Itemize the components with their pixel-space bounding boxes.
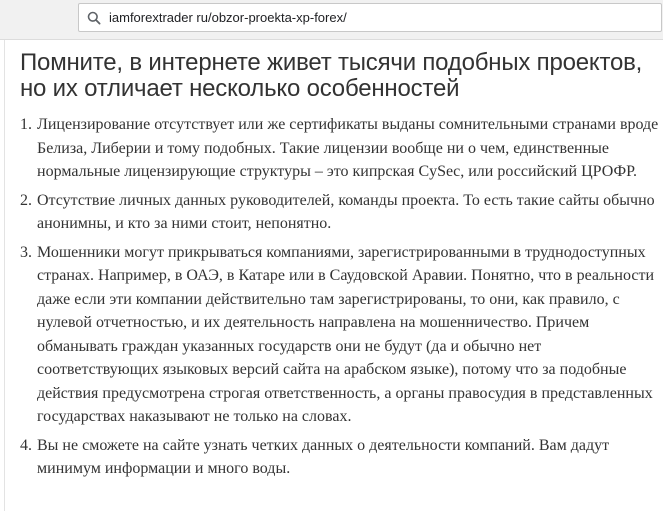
article-heading: Помните, в интернете живет тысячи подобных проектов, но их отличает несколько особенностей (20, 49, 643, 102)
browser-toolbar (0, 0, 663, 40)
list-item-number: 2. (20, 191, 32, 209)
list-item-number: 3. (20, 243, 32, 261)
address-bar[interactable] (78, 3, 662, 32)
list-item-number: 1. (20, 116, 32, 133)
url-text: iamforextrader ru/obzor-proekta-xp-forex/ (109, 10, 347, 25)
list-item (20, 434, 660, 481)
list-item-text: Отсутствие личных данных руководителей, команды проекта. То есть такие сайты обычно анонимны, и кто за ними стоит, непонятно. (37, 191, 655, 232)
list-item-text: Вы не сможете на сайте узнать четких данных о деятельности компаний. Вам дадут минимум информации и много воды. (37, 436, 610, 477)
list-item (20, 241, 660, 429)
list-item-text: Мошенники могут прикрываться компаниями, зарегистрированными в труднодоступных странах. Например, в ОАЭ, в Катаре или в Саудовской Аравии. Понятно, что в реальности даже если эти компании действительно там зарегистрированы, то они, как правило, с нулевой отчетностью, и их деятельность направлена на мошенничество. Причем обманывать граждан указанных государств они не будут (да и обычно нет соответствующих языковых версий сайта на арабском языке), потому что за подобные действия предусмотрена строгая ответственность, а органы правосудия в представленных государствах наказывают не только на словах. (37, 243, 655, 425)
list-item (20, 189, 660, 236)
list-item-text: Лицензирование отсутствует или же сертификаты выданы сомнительными странами вроде Белиза, Либерии и тому подобных. Такие лицензии вообще ни о чем, единственные нормальные лицензирующие структуры – это кипрская CySec, или российский ЦРОФР. (37, 116, 659, 180)
features-list (20, 113, 660, 486)
list-item-number: 4. (20, 436, 32, 454)
search-icon (79, 4, 109, 31)
list-item (20, 113, 660, 184)
